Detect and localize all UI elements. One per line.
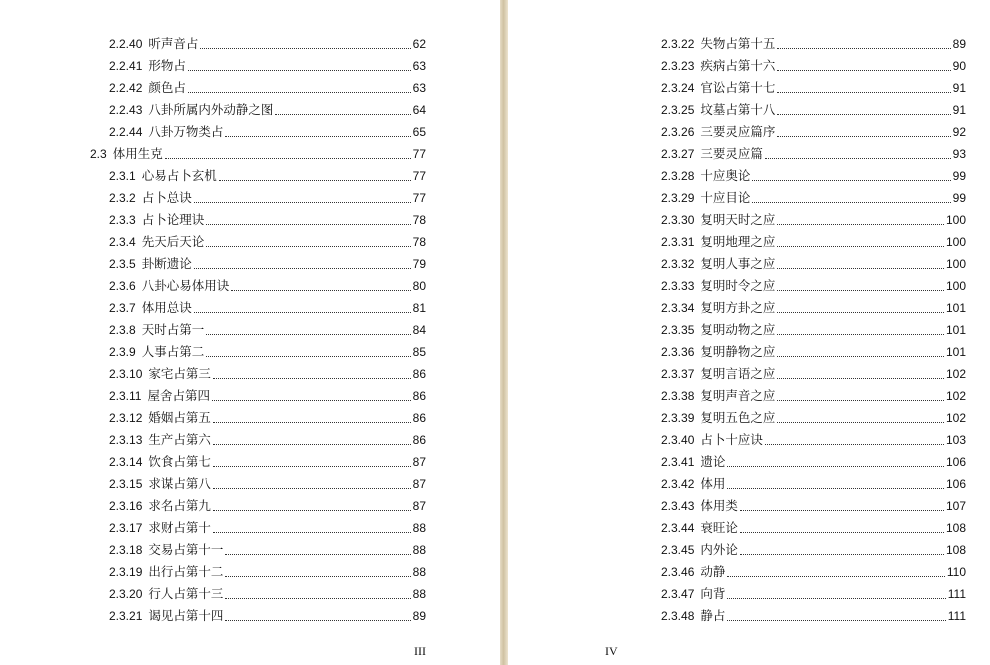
toc-entry-number: 2.3.40	[661, 433, 695, 447]
toc-entry-title: 形物占	[148, 58, 186, 73]
toc-entry-title: 求谋占第八	[148, 476, 211, 491]
toc-entry-number: 2.3.34	[661, 301, 695, 315]
toc-entry-page: 89	[412, 609, 426, 623]
toc-entry-page: 77	[412, 191, 426, 205]
toc-entry[interactable]	[642, 77, 966, 99]
toc-dot-leader	[752, 180, 950, 181]
toc-entry[interactable]	[642, 451, 966, 473]
toc-list-left	[90, 33, 426, 627]
toc-entry-number: 2.2.43	[109, 103, 143, 117]
toc-entry[interactable]	[90, 363, 426, 385]
toc-entry-title: 复明动物之应	[700, 322, 776, 337]
toc-entry-title: 动静	[700, 564, 726, 579]
toc-entry-page: 106	[945, 477, 966, 491]
toc-entry-number: 2.3.46	[661, 565, 695, 579]
toc-entry-page: 86	[412, 389, 426, 403]
toc-entry-page: 63	[412, 81, 426, 95]
toc-entry[interactable]	[90, 297, 426, 319]
toc-dot-leader	[777, 290, 944, 291]
toc-entry-page: 110	[946, 565, 966, 579]
toc-entry-number: 2.3.9	[109, 345, 136, 359]
toc-entry-title: 复明时令之应	[700, 278, 776, 293]
toc-entry-page: 88	[412, 543, 426, 557]
toc-entry[interactable]	[90, 77, 426, 99]
toc-entry-title: 行人占第十三	[148, 586, 224, 601]
toc-dot-leader	[777, 312, 944, 313]
toc-entry-number: 2.3.19	[109, 565, 143, 579]
toc-entry-number: 2.3.42	[661, 477, 695, 491]
toc-entry[interactable]	[642, 517, 966, 539]
toc-entry-page: 78	[412, 213, 426, 227]
toc-entry-title: 体用类	[700, 498, 738, 513]
toc-entry-page: 108	[945, 543, 966, 557]
toc-dot-leader	[200, 48, 410, 49]
toc-entry-page: 102	[945, 411, 966, 425]
toc-entry-number: 2.3.8	[109, 323, 136, 337]
toc-entry-number: 2.3.24	[661, 81, 695, 95]
toc-dot-leader	[727, 466, 944, 467]
toc-entry[interactable]	[90, 605, 426, 627]
toc-entry-page: 101	[945, 323, 966, 337]
toc-entry[interactable]	[90, 583, 426, 605]
toc-entry-title: 向背	[700, 586, 726, 601]
toc-entry[interactable]	[90, 231, 426, 253]
toc-dot-leader	[777, 356, 944, 357]
toc-entry[interactable]	[642, 55, 966, 77]
toc-entry-number: 2.3.4	[109, 235, 136, 249]
toc-entry-number: 2.3.39	[661, 411, 695, 425]
toc-entry[interactable]	[642, 99, 966, 121]
toc-entry-page: 85	[412, 345, 426, 359]
toc-dot-leader	[194, 312, 411, 313]
toc-entry[interactable]	[642, 143, 966, 165]
book-gutter	[500, 0, 508, 665]
toc-dot-leader	[188, 92, 411, 93]
toc-entry-number: 2.3.28	[661, 169, 695, 183]
toc-entry[interactable]	[642, 209, 966, 231]
toc-entry-title: 谒见占第十四	[148, 608, 224, 623]
toc-dot-leader	[777, 92, 950, 93]
toc-entry-number: 2.3.15	[109, 477, 143, 491]
toc-entry-number: 2.3.27	[661, 147, 695, 161]
toc-entry-title: 体用	[700, 476, 726, 491]
toc-entry-title: 失物占第十五	[700, 36, 776, 51]
toc-entry-title: 体用生克	[112, 146, 163, 161]
toc-entry[interactable]	[90, 539, 426, 561]
toc-entry-page: 81	[412, 301, 426, 315]
toc-entry[interactable]	[642, 495, 966, 517]
toc-entry[interactable]	[90, 99, 426, 121]
toc-dot-leader	[777, 378, 944, 379]
toc-entry-title: 八卦所属内外动静之图	[148, 102, 274, 117]
toc-dot-leader	[165, 158, 411, 159]
toc-entry-number: 2.3.3	[109, 213, 136, 227]
toc-entry[interactable]	[90, 407, 426, 429]
toc-entry-title: 体用总诀	[141, 300, 192, 315]
toc-entry-number: 2.3.12	[109, 411, 143, 425]
page-folio-left: III	[414, 644, 426, 658]
toc-entry-page: 88	[412, 565, 426, 579]
toc-entry-page: 102	[945, 367, 966, 381]
toc-entry[interactable]	[642, 297, 966, 319]
toc-dot-leader	[777, 246, 944, 247]
toc-dot-leader	[225, 620, 410, 621]
toc-entry-page: 100	[945, 235, 966, 249]
toc-entry-page: 111	[947, 587, 966, 601]
toc-entry-number: 2.3.14	[109, 455, 143, 469]
toc-entry[interactable]	[90, 319, 426, 341]
toc-dot-leader	[765, 444, 944, 445]
toc-entry-title: 静占	[700, 608, 726, 623]
toc-entry-page: 86	[412, 411, 426, 425]
toc-entry-title: 复明声音之应	[700, 388, 776, 403]
toc-entry[interactable]	[642, 473, 966, 495]
toc-entry-number: 2.3.48	[661, 609, 695, 623]
toc-entry[interactable]	[642, 33, 966, 55]
toc-dot-leader	[777, 136, 950, 137]
toc-entry-title: 人事占第二	[141, 344, 205, 359]
toc-entry-title: 复明地理之应	[700, 234, 776, 249]
toc-entry-title: 复明五色之应	[700, 410, 776, 425]
toc-dot-leader	[206, 334, 410, 335]
toc-entry-number: 2.2.42	[109, 81, 143, 95]
toc-entry-title: 占卜十应诀	[700, 432, 763, 447]
toc-dot-leader	[213, 488, 411, 489]
toc-dot-leader	[777, 268, 944, 269]
toc-entry[interactable]	[642, 121, 966, 143]
toc-entry-page: 103	[945, 433, 966, 447]
toc-entry-page: 87	[412, 455, 426, 469]
toc-entry-title: 三要灵应篇	[700, 146, 763, 161]
toc-entry[interactable]	[90, 165, 426, 187]
toc-entry-page: 84	[412, 323, 426, 337]
toc-entry-page: 80	[412, 279, 426, 293]
toc-entry-title: 内外论	[700, 542, 738, 557]
toc-entry[interactable]	[90, 385, 426, 407]
toc-entry[interactable]	[90, 429, 426, 451]
toc-entry-number: 2.3.13	[109, 433, 143, 447]
toc-entry-page: 87	[412, 477, 426, 491]
toc-entry-number: 2.3.36	[661, 345, 695, 359]
toc-entry[interactable]	[642, 319, 966, 341]
toc-entry[interactable]	[642, 605, 966, 627]
toc-dot-leader	[206, 356, 410, 357]
toc-dot-leader	[213, 378, 411, 379]
toc-entry-title: 先天后天论	[141, 234, 205, 249]
toc-entry-page: 101	[945, 301, 966, 315]
toc-entry-page: 106	[945, 455, 966, 469]
toc-entry-page: 107	[945, 499, 966, 513]
toc-dot-leader	[188, 70, 411, 71]
toc-entry-number: 2.3.11	[109, 389, 142, 403]
toc-entry-number: 2.3.21	[109, 609, 143, 623]
toc-entry[interactable]	[642, 385, 966, 407]
toc-entry-title: 复明天时之应	[700, 212, 776, 227]
toc-entry-title: 官讼占第十七	[700, 80, 776, 95]
toc-entry-title: 屋舍占第四	[147, 388, 210, 403]
toc-dot-leader	[225, 598, 410, 599]
toc-dot-leader	[213, 444, 411, 445]
toc-entry[interactable]	[90, 517, 426, 539]
toc-entry-page: 108	[945, 521, 966, 535]
toc-dot-leader	[225, 576, 410, 577]
toc-entry-number: 2.3.23	[661, 59, 695, 73]
toc-entry-page: 99	[952, 169, 966, 183]
toc-dot-leader	[213, 510, 411, 511]
toc-entry-page: 92	[952, 125, 966, 139]
toc-entry-number: 2.3.38	[661, 389, 695, 403]
toc-entry-number: 2.3.22	[661, 37, 695, 51]
toc-dot-leader	[740, 510, 944, 511]
toc-entry-number: 2.3.16	[109, 499, 143, 513]
toc-entry-page: 87	[412, 499, 426, 513]
toc-entry[interactable]	[90, 209, 426, 231]
toc-dot-leader	[206, 246, 410, 247]
toc-entry-page: 91	[952, 103, 966, 117]
toc-dot-leader	[727, 576, 944, 577]
toc-entry-title: 交易占第十一	[148, 542, 224, 557]
toc-entry-page: 100	[945, 279, 966, 293]
toc-entry-page: 86	[412, 367, 426, 381]
toc-entry[interactable]	[642, 275, 966, 297]
toc-entry-page: 101	[945, 345, 966, 359]
toc-entry-page: 64	[412, 103, 426, 117]
toc-entry-page: 100	[945, 213, 966, 227]
toc-dot-leader	[740, 554, 944, 555]
toc-entry-number: 2.3.35	[661, 323, 695, 337]
toc-entry-title: 十应奥论	[700, 168, 751, 183]
toc-entry-title: 复明言语之应	[700, 366, 776, 381]
toc-entry[interactable]	[90, 253, 426, 275]
toc-entry-page: 91	[952, 81, 966, 95]
toc-entry-title: 求名占第九	[148, 498, 211, 513]
toc-entry[interactable]	[90, 187, 426, 209]
toc-entry-number: 2.3.2	[109, 191, 136, 205]
toc-entry-number: 2.3.5	[109, 257, 136, 271]
toc-dot-leader	[213, 532, 411, 533]
toc-entry-number: 2.3.25	[661, 103, 695, 117]
toc-entry[interactable]	[90, 341, 426, 363]
toc-entry-number: 2.3	[90, 147, 107, 161]
toc-entry[interactable]	[90, 473, 426, 495]
toc-dot-leader	[777, 422, 944, 423]
toc-entry-number: 2.3.43	[661, 499, 695, 513]
toc-dot-leader	[212, 400, 411, 401]
toc-entry[interactable]	[90, 495, 426, 517]
toc-entry-number: 2.3.29	[661, 191, 695, 205]
toc-entry-number: 2.3.32	[661, 257, 695, 271]
toc-dot-leader	[777, 70, 950, 71]
toc-entry-page: 78	[412, 235, 426, 249]
toc-entry[interactable]	[90, 33, 426, 55]
toc-entry-number: 2.3.37	[661, 367, 695, 381]
toc-dot-leader	[194, 268, 411, 269]
toc-entry-title: 生产占第六	[148, 432, 211, 447]
toc-entry-page: 88	[412, 587, 426, 601]
toc-dot-leader	[727, 620, 945, 621]
toc-entry-page: 62	[412, 37, 426, 51]
toc-dot-leader	[777, 114, 950, 115]
toc-entry-title: 颜色占	[148, 80, 186, 95]
toc-entry-number: 2.3.47	[661, 587, 695, 601]
toc-dot-leader	[727, 488, 944, 489]
toc-entry[interactable]	[642, 429, 966, 451]
toc-entry-number: 2.3.41	[661, 455, 695, 469]
toc-entry[interactable]	[90, 121, 426, 143]
toc-dot-leader	[219, 180, 411, 181]
toc-entry-number: 2.3.18	[109, 543, 143, 557]
toc-entry-title: 八卦心易体用诀	[141, 278, 230, 293]
toc-entry-title: 占卜论理诀	[141, 212, 205, 227]
toc-entry-page: 102	[945, 389, 966, 403]
toc-dot-leader	[727, 598, 945, 599]
toc-entry-page: 89	[952, 37, 966, 51]
toc-entry[interactable]	[642, 187, 966, 209]
toc-dot-leader	[275, 114, 410, 115]
toc-dot-leader	[740, 532, 944, 533]
toc-entry[interactable]	[90, 143, 426, 165]
toc-entry-title: 复明静物之应	[700, 344, 776, 359]
toc-list-right	[642, 33, 966, 627]
toc-entry-title: 出行占第十二	[148, 564, 224, 579]
toc-dot-leader	[777, 334, 944, 335]
toc-dot-leader	[206, 224, 410, 225]
toc-entry[interactable]	[90, 275, 426, 297]
toc-entry-number: 2.2.44	[109, 125, 143, 139]
toc-entry-number: 2.3.33	[661, 279, 695, 293]
toc-dot-leader	[213, 422, 411, 423]
toc-dot-leader	[765, 158, 951, 159]
toc-dot-leader	[752, 202, 950, 203]
toc-entry-page: 88	[412, 521, 426, 535]
toc-entry-number: 2.3.7	[109, 301, 136, 315]
toc-entry-title: 疾病占第十六	[700, 58, 776, 73]
toc-entry-number: 2.2.40	[109, 37, 143, 51]
toc-dot-leader	[225, 136, 410, 137]
toc-entry-page: 63	[412, 59, 426, 73]
toc-entry-page: 99	[952, 191, 966, 205]
toc-dot-leader	[225, 554, 410, 555]
toc-entry-page: 90	[952, 59, 966, 73]
toc-entry-number: 2.3.31	[661, 235, 695, 249]
toc-entry-number: 2.3.1	[109, 169, 136, 183]
toc-entry-number: 2.3.20	[109, 587, 143, 601]
toc-entry-page: 77	[412, 147, 426, 161]
toc-dot-leader	[231, 290, 410, 291]
toc-entry-title: 复明人事之应	[700, 256, 776, 271]
toc-dot-leader	[777, 224, 944, 225]
toc-entry[interactable]	[90, 561, 426, 583]
toc-entry-page: 93	[952, 147, 966, 161]
toc-entry[interactable]	[642, 363, 966, 385]
toc-dot-leader	[194, 202, 411, 203]
toc-entry-title: 衰旺论	[700, 520, 738, 535]
toc-entry[interactable]	[642, 231, 966, 253]
toc-entry[interactable]	[90, 55, 426, 77]
toc-entry-page: 100	[945, 257, 966, 271]
toc-entry-title: 心易占卜玄机	[141, 168, 217, 183]
toc-entry-title: 婚姻占第五	[148, 410, 211, 425]
toc-entry-number: 2.3.45	[661, 543, 695, 557]
toc-entry[interactable]	[642, 165, 966, 187]
page-folio-right: IV	[605, 644, 618, 658]
toc-entry-number: 2.3.10	[109, 367, 143, 381]
toc-entry-page: 111	[947, 609, 966, 623]
toc-entry-title: 求财占第十	[148, 520, 211, 535]
toc-entry[interactable]	[642, 561, 966, 583]
toc-entry-title: 占卜总诀	[141, 190, 192, 205]
toc-dot-leader	[777, 48, 950, 49]
toc-entry[interactable]	[642, 583, 966, 605]
toc-entry-number: 2.3.6	[109, 279, 136, 293]
toc-entry-number: 2.3.17	[109, 521, 143, 535]
toc-entry-page: 86	[412, 433, 426, 447]
toc-entry-title: 十应目论	[700, 190, 751, 205]
toc-entry-title: 听声音占	[148, 36, 199, 51]
toc-entry-page: 79	[412, 257, 426, 271]
toc-entry-number: 2.3.30	[661, 213, 695, 227]
toc-entry-title: 八卦万物类占	[148, 124, 224, 139]
toc-entry-title: 卦断遗论	[141, 256, 192, 271]
toc-entry-title: 饮食占第七	[148, 454, 211, 469]
toc-entry-number: 2.2.41	[109, 59, 143, 73]
toc-entry-title: 天时占第一	[141, 322, 205, 337]
toc-dot-leader	[213, 466, 411, 467]
toc-entry-title: 遗论	[700, 454, 726, 469]
right-page	[508, 0, 990, 665]
toc-dot-leader	[777, 400, 944, 401]
toc-entry-title: 复明方卦之应	[700, 300, 776, 315]
toc-entry[interactable]	[642, 407, 966, 429]
toc-entry[interactable]	[642, 253, 966, 275]
toc-entry[interactable]	[642, 341, 966, 363]
toc-entry[interactable]	[642, 539, 966, 561]
toc-entry-number: 2.3.44	[661, 521, 695, 535]
toc-entry-title: 三要灵应篇序	[700, 124, 776, 139]
toc-entry-title: 家宅占第三	[148, 366, 211, 381]
toc-entry-page: 65	[412, 125, 426, 139]
toc-entry-number: 2.3.26	[661, 125, 695, 139]
toc-entry[interactable]	[90, 451, 426, 473]
toc-entry-title: 坟墓占第十八	[700, 102, 776, 117]
toc-entry-page: 77	[412, 169, 426, 183]
